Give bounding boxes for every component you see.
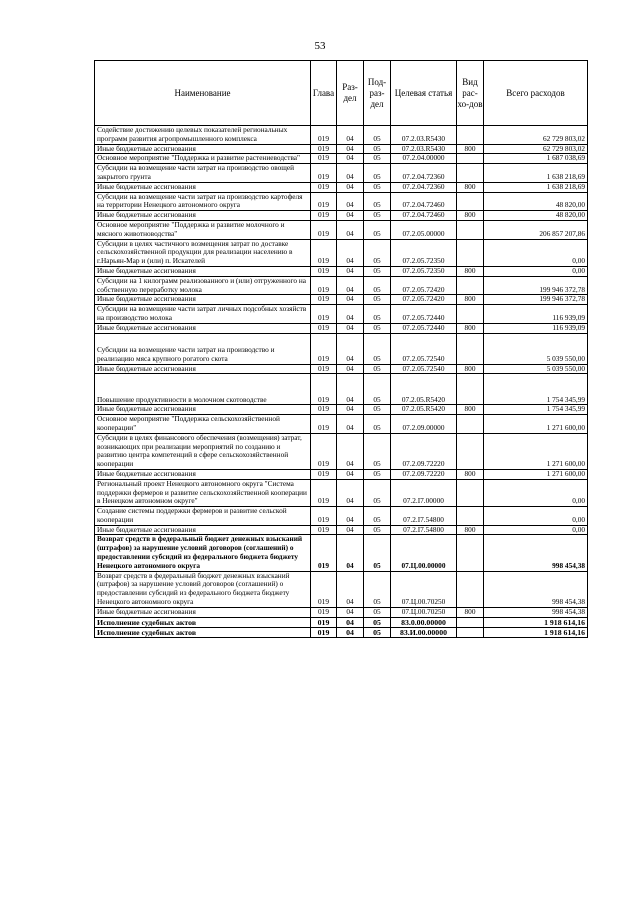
cell-name: Субсидии на 1 килограмм реализованного и (или) отгруженного на собственную переработку молока [95,276,311,295]
cell-subsection: 05 [364,266,391,276]
cell-target: 07.2.05.72420 [391,295,457,305]
cell-chapter: 019 [311,433,337,469]
cell-name: Исполнение судебных актов [95,617,311,627]
header-subsection: Под-раз-дел [364,61,391,126]
cell-section: 04 [337,415,364,434]
cell-total: 5 039 550,00 [484,364,588,374]
cell-subsection: 05 [364,607,391,617]
cell-section: 04 [337,535,364,571]
cell-total: 116 939,09 [484,305,588,324]
cell-subsection: 05 [364,415,391,434]
cell-target: 07.2.04.72460 [391,192,457,211]
cell-target: 07.2.05.72440 [391,305,457,324]
cell-type: 800 [457,266,484,276]
cell-section: 04 [337,154,364,164]
cell-chapter: 019 [311,239,337,266]
cell-name: Региональный проект Ненецкого автономного округа "Система поддержки фермеров и развитие сельскохозяйственной кооперации в Ненецком автономном округе" [95,479,311,506]
cell-target: 07.2.I7.54800 [391,507,457,526]
cell-section: 04 [337,405,364,415]
cell-chapter: 019 [311,571,337,607]
header-type: Вид рас-хо-дов [457,61,484,126]
table-row [95,126,588,145]
cell-section: 04 [337,607,364,617]
cell-subsection: 05 [364,405,391,415]
cell-subsection: 05 [364,211,391,221]
cell-name: Иные бюджетные ассигнования [95,469,311,479]
table-row [95,364,588,374]
cell-name: Возврат средств в федеральный бюджет денежных взысканий (штрафов) за нарушение условий договоров (соглашений) о предоставлении субсидий из федерального бюджета бюджету Ненецкого автономного округа [95,571,311,607]
cell-type [457,628,484,638]
table-row [95,571,588,607]
cell-chapter: 019 [311,333,337,364]
cell-subsection: 05 [364,525,391,535]
cell-chapter: 019 [311,364,337,374]
cell-subsection: 05 [364,571,391,607]
cell-type: 800 [457,144,484,154]
cell-chapter: 019 [311,220,337,239]
cell-subsection: 05 [364,374,391,405]
cell-type: 800 [457,182,484,192]
cell-target: 07.2.09.72220 [391,433,457,469]
cell-name: Иные бюджетные ассигнования [95,144,311,154]
cell-type: 800 [457,364,484,374]
cell-subsection: 05 [364,239,391,266]
cell-target: 07.2.05.R5420 [391,374,457,405]
cell-type [457,333,484,364]
cell-total: 199 946 372,78 [484,295,588,305]
cell-name: Субсидии в целях частичного возмещения затрат по доставке сельскохозяйственной продукции для реализации населению в г.Нарьян-Мар и (или) п. Искателей [95,239,311,266]
cell-total: 998 454,38 [484,571,588,607]
cell-subsection: 05 [364,154,391,164]
cell-total: 0,00 [484,239,588,266]
cell-section: 04 [337,211,364,221]
cell-type [457,507,484,526]
cell-subsection: 05 [364,333,391,364]
cell-subsection: 05 [364,323,391,333]
cell-name: Иные бюджетные ассигнования [95,525,311,535]
cell-chapter: 019 [311,144,337,154]
cell-type [457,305,484,324]
cell-name: Субсидии на возмещение части затрат на производство и реализацию мяса крупного рогатого скота [95,333,311,364]
cell-target: 07.2.04.72360 [391,164,457,183]
table-row [95,374,588,405]
header-total: Всего расходов [484,61,588,126]
cell-name: Иные бюджетные ассигнования [95,405,311,415]
cell-target: 83.И.00.00000 [391,628,457,638]
header-row [95,61,588,126]
cell-section: 04 [337,144,364,154]
table-row [95,266,588,276]
cell-name: Содействие достижению целевых показателей региональных программ развития агропромышленного комплекса [95,126,311,145]
cell-type [457,535,484,571]
cell-section: 04 [337,305,364,324]
cell-type [457,479,484,506]
cell-section: 04 [337,525,364,535]
cell-type [457,374,484,405]
cell-chapter: 019 [311,479,337,506]
cell-total: 62 729 803,02 [484,126,588,145]
cell-total: 1 638 218,69 [484,164,588,183]
cell-target: 07.2.05.00000 [391,220,457,239]
cell-type: 800 [457,469,484,479]
header-target: Целевая статья [391,61,457,126]
cell-type [457,276,484,295]
table-row [95,333,588,364]
cell-total: 1 754 345,99 [484,405,588,415]
cell-total: 1 918 614,16 [484,628,588,638]
cell-subsection: 05 [364,276,391,295]
cell-target: 83.0.00.00000 [391,617,457,627]
table-row [95,239,588,266]
budget-table [94,60,588,638]
table-row [95,220,588,239]
cell-section: 04 [337,479,364,506]
cell-section: 04 [337,323,364,333]
cell-target: 07.Ц.00.00000 [391,535,457,571]
cell-total: 0,00 [484,507,588,526]
cell-target: 07.2.05.72540 [391,333,457,364]
cell-type [457,571,484,607]
cell-chapter: 019 [311,405,337,415]
cell-chapter: 019 [311,628,337,638]
cell-subsection: 05 [364,469,391,479]
cell-type [457,433,484,469]
cell-chapter: 019 [311,415,337,434]
cell-target: 07.2.05.72350 [391,266,457,276]
cell-type [457,239,484,266]
cell-subsection: 05 [364,305,391,324]
table-row [95,182,588,192]
cell-section: 04 [337,164,364,183]
cell-type: 800 [457,607,484,617]
cell-subsection: 05 [364,364,391,374]
page-number: 53 [314,40,326,52]
cell-name: Иные бюджетные ассигнования [95,323,311,333]
cell-total: 62 729 803,02 [484,144,588,154]
table-row [95,323,588,333]
table-row [95,211,588,221]
table-row [95,479,588,506]
cell-total: 48 820,00 [484,211,588,221]
cell-type [457,415,484,434]
cell-name: Субсидии на возмещение части затрат личных подсобных хозяйств на производство молока [95,305,311,324]
table-row [95,628,588,638]
cell-total: 199 946 372,78 [484,276,588,295]
cell-type [457,154,484,164]
cell-type: 800 [457,525,484,535]
cell-subsection: 05 [364,433,391,469]
cell-total: 1 271 600,00 [484,469,588,479]
cell-subsection: 05 [364,220,391,239]
cell-section: 04 [337,364,364,374]
cell-target: 07.2.04.72460 [391,211,457,221]
cell-chapter: 019 [311,323,337,333]
cell-name: Иные бюджетные ассигнования [95,295,311,305]
cell-name: Иные бюджетные ассигнования [95,182,311,192]
cell-chapter: 019 [311,525,337,535]
table-body [95,126,588,638]
cell-section: 04 [337,571,364,607]
table-row [95,507,588,526]
cell-name: Основное мероприятие "Поддержка сельскохозяйственной кооперации" [95,415,311,434]
cell-type: 800 [457,211,484,221]
cell-name: Иные бюджетные ассигнования [95,364,311,374]
cell-name: Повышение продуктивности в молочном скотоводстве [95,374,311,405]
cell-target: 07.2.05.72440 [391,323,457,333]
table-row [95,535,588,571]
cell-name: Исполнение судебных актов [95,628,311,638]
cell-section: 04 [337,507,364,526]
cell-type [457,164,484,183]
cell-name: Субсидии на возмещение части затрат на производство картофеля на территории Ненецкого автономного округа [95,192,311,211]
cell-name: Субсидии на возмещение части затрат на производство овощей закрытого грунта [95,164,311,183]
cell-total: 5 039 550,00 [484,333,588,364]
cell-subsection: 05 [364,164,391,183]
cell-total: 1 638 218,69 [484,182,588,192]
cell-chapter: 019 [311,535,337,571]
cell-chapter: 019 [311,374,337,405]
cell-total: 48 820,00 [484,192,588,211]
cell-target: 07.Ц.00.70250 [391,607,457,617]
cell-section: 04 [337,374,364,405]
table-row [95,607,588,617]
cell-name: Иные бюджетные ассигнования [95,266,311,276]
cell-chapter: 019 [311,192,337,211]
cell-target: 07.2.03.R5430 [391,126,457,145]
cell-subsection: 05 [364,535,391,571]
cell-chapter: 019 [311,164,337,183]
cell-chapter: 019 [311,266,337,276]
header-chapter: Глава [311,61,337,126]
cell-chapter: 019 [311,305,337,324]
cell-section: 04 [337,239,364,266]
cell-chapter: 019 [311,469,337,479]
cell-total: 116 939,09 [484,323,588,333]
cell-total: 1 754 345,99 [484,374,588,405]
cell-subsection: 05 [364,192,391,211]
cell-type [457,617,484,627]
cell-section: 04 [337,192,364,211]
header-name: Наименование [95,61,311,126]
cell-target: 07.Ц.00.70250 [391,571,457,607]
header-section: Раз-дел [337,61,364,126]
cell-total: 1 918 614,16 [484,617,588,627]
cell-subsection: 05 [364,295,391,305]
table-row [95,305,588,324]
cell-total: 0,00 [484,266,588,276]
cell-name: Субсидии в целях финансового обеспечения (возмещения) затрат, возникающих при реализации мероприятий по созданию и развитию центра компетенций в сфере сельскохозяйственной кооперации [95,433,311,469]
cell-chapter: 019 [311,154,337,164]
cell-total: 998 454,38 [484,535,588,571]
cell-subsection: 05 [364,628,391,638]
cell-section: 04 [337,333,364,364]
cell-section: 04 [337,276,364,295]
cell-name: Возврат средств в федеральный бюджет денежных взысканий (штрафов) за нарушение условий договоров (соглашений) о предоставлении субсидий из федерального бюджета бюджету Ненецкого автономного округа [95,535,311,571]
cell-total: 1 271 600,00 [484,415,588,434]
cell-total: 1 687 038,69 [484,154,588,164]
table-row [95,433,588,469]
cell-target: 07.2.05.R5420 [391,405,457,415]
cell-target: 07.2.05.72540 [391,364,457,374]
cell-section: 04 [337,295,364,305]
cell-type [457,126,484,145]
cell-subsection: 05 [364,617,391,627]
cell-chapter: 019 [311,211,337,221]
cell-section: 04 [337,628,364,638]
cell-type [457,192,484,211]
cell-section: 04 [337,469,364,479]
cell-total: 1 271 600,00 [484,433,588,469]
cell-subsection: 05 [364,144,391,154]
cell-name: Основное мероприятие "Поддержка и развитие молочного и мясного животноводства" [95,220,311,239]
cell-section: 04 [337,182,364,192]
cell-total: 0,00 [484,525,588,535]
cell-name: Иные бюджетные ассигнования [95,211,311,221]
cell-target: 07.2.I7.00000 [391,479,457,506]
cell-section: 04 [337,433,364,469]
cell-type [457,220,484,239]
cell-target: 07.2.04.72360 [391,182,457,192]
cell-name: Иные бюджетные ассигнования [95,607,311,617]
cell-total: 0,00 [484,479,588,506]
table-row [95,415,588,434]
cell-name: Создание системы поддержки фермеров и развитие сельской кооперации [95,507,311,526]
cell-total: 998 454,38 [484,607,588,617]
cell-subsection: 05 [364,479,391,506]
cell-chapter: 019 [311,295,337,305]
cell-section: 04 [337,220,364,239]
cell-section: 04 [337,126,364,145]
cell-target: 07.2.05.72420 [391,276,457,295]
cell-target: 07.2.09.00000 [391,415,457,434]
cell-chapter: 019 [311,182,337,192]
cell-chapter: 019 [311,126,337,145]
cell-name: Основное мероприятие "Поддержка и развитие растениеводства" [95,154,311,164]
cell-chapter: 019 [311,617,337,627]
cell-type: 800 [457,405,484,415]
cell-chapter: 019 [311,607,337,617]
table-row [95,276,588,295]
table-row [95,617,588,627]
cell-target: 07.2.03.R5430 [391,144,457,154]
cell-chapter: 019 [311,507,337,526]
cell-section: 04 [337,266,364,276]
cell-target: 07.2.04.00000 [391,154,457,164]
cell-chapter: 019 [311,276,337,295]
cell-subsection: 05 [364,507,391,526]
cell-target: 07.2.05.72350 [391,239,457,266]
cell-type: 800 [457,323,484,333]
cell-target: 07.2.I7.54800 [391,525,457,535]
table-row [95,192,588,211]
cell-total: 206 857 207,86 [484,220,588,239]
cell-type: 800 [457,295,484,305]
cell-section: 04 [337,617,364,627]
table-row [95,164,588,183]
cell-subsection: 05 [364,182,391,192]
cell-target: 07.2.09.72220 [391,469,457,479]
table-row [95,469,588,479]
cell-subsection: 05 [364,126,391,145]
